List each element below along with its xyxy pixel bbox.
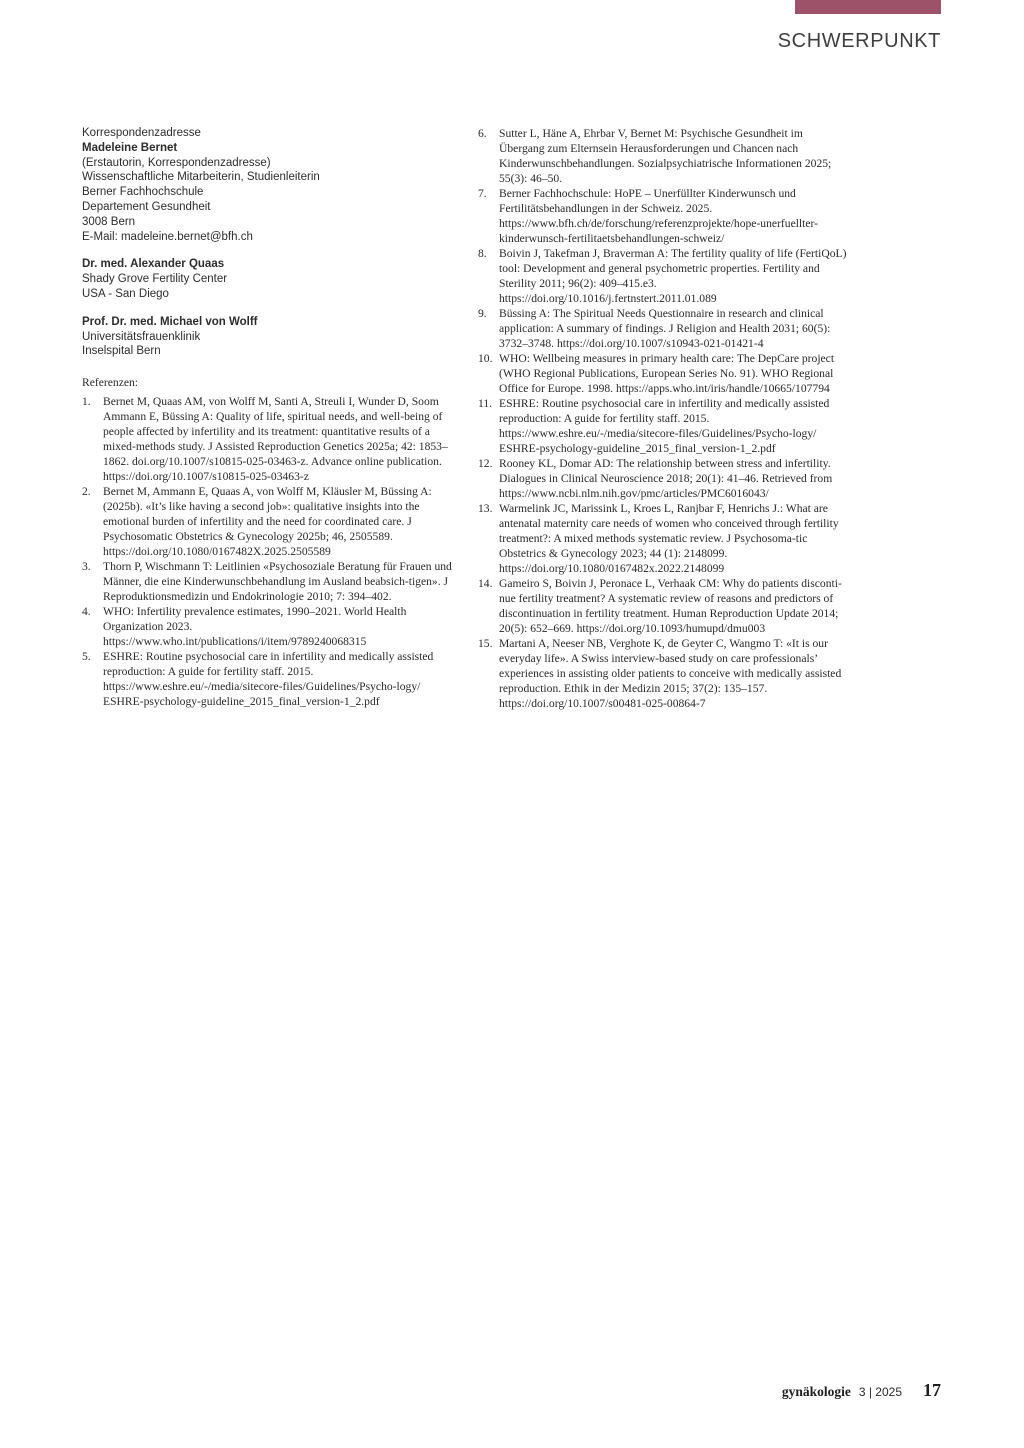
reference-number: 10. [478, 352, 493, 365]
reference-text: Sutter L, Häne A, Ehrbar V, Bernet M: Psychische Gesundheit im Übergang zum Elternsein Herausforderungen und Chancen nach Kinderwunschbehandlungen. Sozialpsychiatrische Informationen 2025; 55(3): 46–50. [499, 127, 832, 185]
reference-number: 6. [478, 127, 487, 140]
reference-text: Bernet M, Ammann E, Quaas A, von Wolff M, Kläusler M, Büssing A: (2025b). «It’s like having a second job»: qualitative insights into the emotional burden of infertility and the need for coordinated care. J Psychosomatic Obstetrics & Gynecology 2025b; 46, 2505589. https://doi.org/10.1080/0167482X.2025.2505589 [103, 485, 432, 559]
left-column [82, 126, 458, 709]
reference-text: Thorn P, Wischmann T: Leitlinien «Psychosoziale Beratung für Frauen und Männer, die eine Kinderwunschbehandlung im Ausland beabsich-tigen». J Reproduktionsmedizin und Endokrinologie 2010; 7: 394–402. [103, 560, 452, 604]
author-affiliation: Universitätsfrauenklinik [82, 330, 201, 343]
author-block-vonwolff [82, 315, 458, 359]
author-name: Dr. med. Alexander Quaas [82, 258, 225, 271]
reference-text: WHO: Infertility prevalence estimates, 1990–2021. World Health Organization 2023. https://www.who.int/publications/i/item/9789240068315 [103, 605, 407, 649]
correspondence-line: Berner Fachhochschule [82, 186, 204, 199]
author-name: Prof. Dr. med. Michael von Wolff [82, 315, 258, 328]
reference-number: 5. [82, 650, 91, 664]
reference-item [478, 456, 850, 501]
reference-item [478, 576, 850, 636]
reference-item [478, 351, 850, 396]
reference-list-right [478, 126, 850, 711]
reference-text: Büssing A: The Spiritual Needs Questionnaire in research and clinical application: A summary of findings. J Religion and Health 2031; 60(5): 3732–3748. https://doi.org/10.1007/s10943-021-01421-4 [499, 307, 831, 350]
reference-number: 1. [82, 395, 91, 409]
page-footer [782, 1380, 941, 1401]
reference-number: 15. [478, 637, 493, 650]
reference-text: Boivin J, Takefman J, Braverman A: The fertility quality of life (FertiQoL) tool: Development and general psychometric properties. Fertility and Sterility 2011; 96(2): 409–415.e3. https://doi.org/10.1016/j.fertnstert.2011.01.089 [499, 247, 847, 305]
reference-item [478, 306, 850, 351]
reference-item [478, 396, 850, 456]
reference-text: Rooney KL, Domar AD: The relationship between stress and infertility. Dialogues in Clinical Neuroscience 2018; 20(1): 41–46. Retrieved from https://www.ncbi.nlm.nih.gov/pmc/articles/PMC6016043/ [499, 457, 833, 500]
author-location: USA - San Diego [82, 287, 169, 300]
reference-number: 7. [478, 187, 487, 200]
reference-item [478, 126, 850, 186]
reference-text: Warmelink JC, Marissink L, Kroes L, Ranjbar F, Henrichs J.: What are antenatal maternity care needs of women who conceived through fertility treatment?: A mixed methods systematic review. J Psychosoma-tic Obstetrics & Gynecology 2023; 44 (1): 2148099. https://doi.org/10.1080/0167482x.2022.2148099 [499, 502, 839, 575]
journal-name: gynäkologie [781, 1384, 851, 1399]
accent-bar [795, 0, 941, 14]
references-heading: Referenzen: [82, 376, 138, 390]
reference-list-left [82, 394, 458, 709]
reference-item [82, 559, 458, 604]
reference-number: 4. [82, 605, 91, 619]
reference-text: Bernet M, Quaas AM, von Wolff M, Santi A, Streuli I, Wunder D, Soom Ammann E, Büssing A: Quality of life, spiritual needs, and well-being of people affected by infertility and its treatment: quantitative results of a mixed-methods study. J Assisted Reproduction Genetics 2025a; 42: 1853–1862. doi.org/10.1007/s10815-025-03463-z. Advance online publication. https://doi.org/10.1007/s10815-025-03463-z [103, 395, 448, 484]
reference-number: 13. [478, 502, 493, 515]
reference-item [82, 484, 458, 559]
reference-text: Martani A, Neeser NB, Verghote K, de Geyter C, Wangmo T: «It is our everyday life». A Swiss interview-based study on care professionals’ experiences in assisting older patients to conceive with medically assisted reproduction. Ethik in der Medizin 2015; 37(2): 135–157. https://doi.org/10.1007/s00481-025-00864-7 [499, 637, 842, 710]
reference-text: Berner Fachhochschule: HoPE – Unerfüllter Kinderwunsch und Fertilitätsbehandlungen in der Schweiz. 2025. https://www.bfh.ch/de/forschung/referenzprojekte/hope-unerfuellter-kinderwunsch-fertilitaetsbehandlungen-schweiz/ [499, 187, 819, 245]
correspondence-email: E-Mail: madeleine.bernet@bfh.ch [82, 230, 253, 243]
reference-number: 8. [478, 247, 487, 260]
correspondence-line: 3008 Bern [82, 215, 136, 228]
correspondence-line: (Erstautorin, Korrespondenzadresse) [82, 156, 271, 169]
reference-number: 3. [82, 560, 91, 574]
reference-number: 9. [478, 307, 487, 320]
author-block-quaas [82, 257, 458, 301]
reference-number: 11. [478, 397, 493, 410]
section-kicker: SCHWERPUNKT [777, 30, 941, 52]
correspondence-line: Wissenschaftliche Mitarbeiterin, Studienleiterin [82, 171, 320, 184]
reference-item [82, 649, 458, 709]
reference-item [82, 394, 458, 484]
author-location: Inselspital Bern [82, 345, 161, 358]
issue-info: 3 | 2025 [858, 1385, 902, 1399]
correspondence-name: Madeleine Bernet [82, 141, 178, 154]
correspondence-block [82, 126, 458, 244]
reference-item [82, 604, 458, 649]
right-column [478, 126, 850, 711]
author-affiliation: Shady Grove Fertility Center [82, 273, 228, 286]
reference-number: 12. [478, 457, 493, 470]
reference-text: ESHRE: Routine psychosocial care in infertility and medically assisted reproduction: A guide for fertility staff. 2015. https://www.eshre.eu/-/media/sitecore-files/Guidelines/Psycho-logy/ ESHRE-psychology-guideline_2015_final_version-1_2.pdf [103, 650, 434, 709]
references-section [82, 375, 458, 709]
reference-item [478, 636, 850, 711]
reference-item [478, 186, 850, 246]
correspondence-line: Departement Gesundheit [82, 200, 211, 213]
reference-item [478, 246, 850, 306]
reference-item [478, 501, 850, 576]
page-number: 17 [923, 1380, 941, 1400]
reference-number: 14. [478, 577, 493, 590]
reference-number: 2. [82, 485, 91, 499]
reference-text: WHO: Wellbeing measures in primary health care: The DepCare project (WHO Regional Publications, European Series No. 91). WHO Regional Office for Europe. 1998. https://apps.who.int/iris/handle/10665/107794 [499, 352, 835, 395]
reference-text: Gameiro S, Boivin J, Peronace L, Verhaak CM: Why do patients disconti-nue fertility treatment? A systematic review of reasons and predictors of discontinuation in fertility treatment. Human Reproduction Update 2014; 20(5): 652–669. https://doi.org/10.1093/humupd/dmu003 [499, 577, 842, 635]
correspondence-label: Korrespondenzadresse [82, 127, 201, 139]
reference-text: ESHRE: Routine psychosocial care in infertility and medically assisted reproduction: A guide for fertility staff. 2015. https://www.eshre.eu/-/media/sitecore-files/Guidelines/Psycho-logy/ ESHRE-psychology-guideline_2015_final_version-1_2.pdf [499, 397, 830, 455]
